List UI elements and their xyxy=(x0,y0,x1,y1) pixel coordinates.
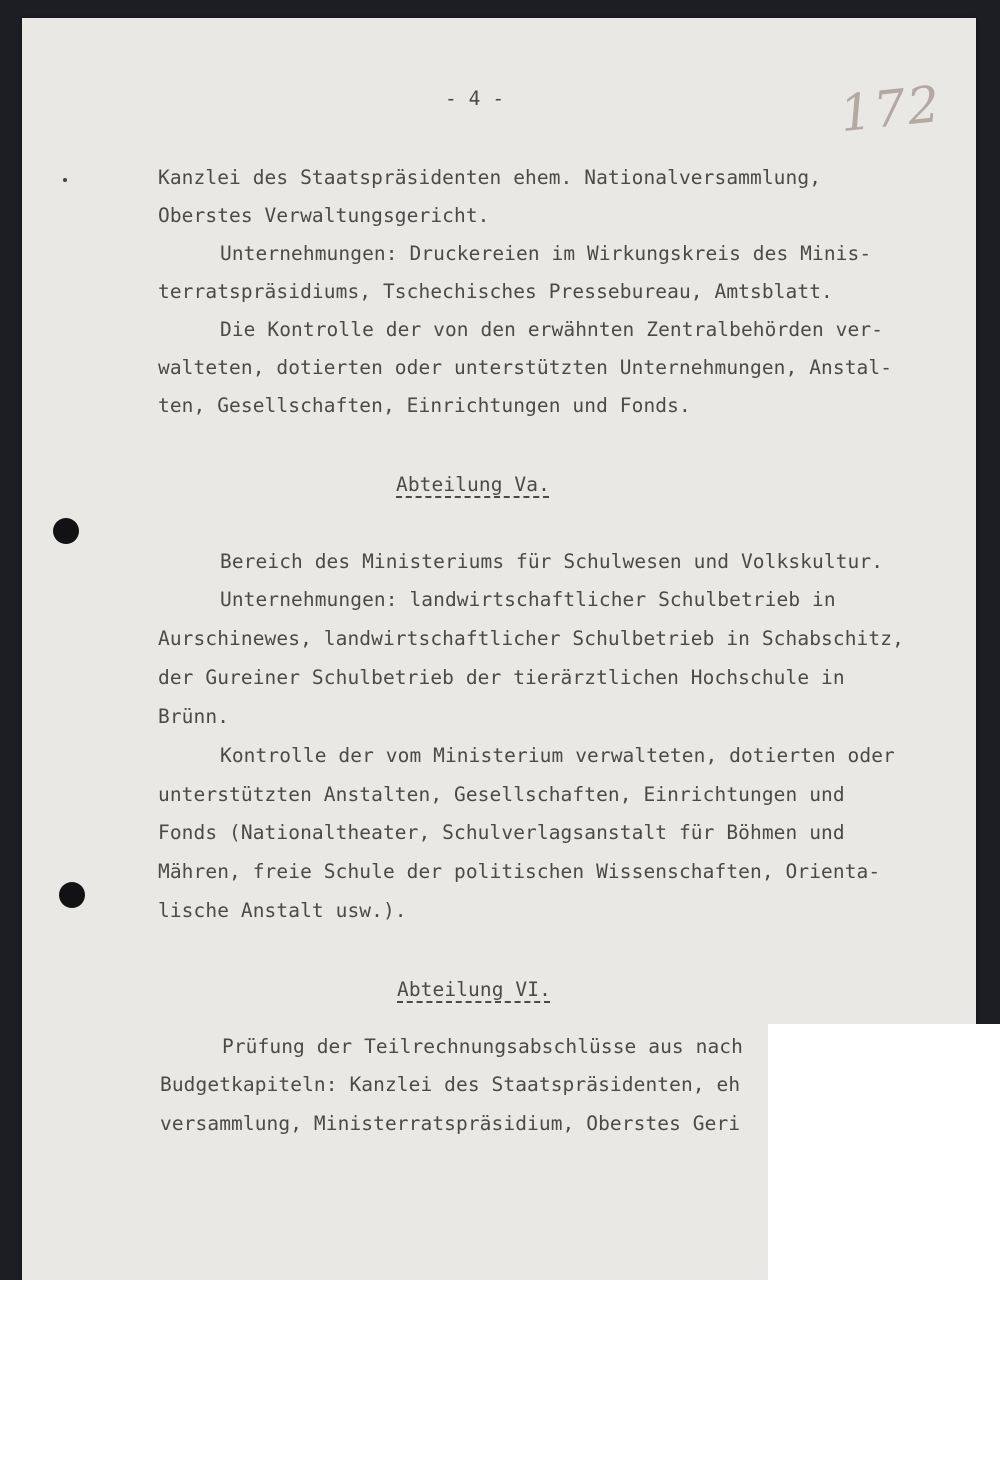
text-line: Unternehmungen: landwirtschaftlicher Schulbetrieb in xyxy=(220,588,836,611)
text-line: walteten, dotierten oder unterstützten Unternehmungen, Anstal- xyxy=(158,356,893,379)
text-line: der Gureiner Schulbetrieb der tierärztlichen Hochschule in xyxy=(158,666,845,689)
text-line: Bereich des Ministeriums für Schulwesen und Volkskultur. xyxy=(220,550,884,573)
punch-hole-top xyxy=(53,518,79,544)
text-line: Budgetkapiteln: Kanzlei des Staatspräsidenten, eh xyxy=(160,1073,741,1096)
text-line: Brünn. xyxy=(158,705,230,728)
blank-overlay xyxy=(768,1024,1000,1280)
section-heading-vi: Abteilung VI. xyxy=(397,978,551,1001)
section-heading-va: Abteilung Va. xyxy=(396,473,550,496)
text-line: ten, Gesellschaften, Einrichtungen und Fonds. xyxy=(158,394,691,417)
text-line: Mähren, freie Schule der politischen Wissenschaften, Orienta- xyxy=(158,860,881,883)
text-line: terratspräsidiums, Tschechisches Pressebureau, Amtsblatt. xyxy=(158,280,833,303)
text-line: versammlung, Ministerratspräsidium, Oberstes Geri xyxy=(160,1112,741,1135)
text-line: Fonds (Nationaltheater, Schulverlagsanstalt für Böhmen und xyxy=(158,821,845,844)
punch-hole-bottom xyxy=(59,882,85,908)
folio-number: 172 xyxy=(837,74,945,144)
page-number: - 4 - xyxy=(445,87,505,110)
text-line: Kontrolle der vom Ministerium verwalteten, dotierten oder xyxy=(220,744,895,767)
text-line: Die Kontrolle der von den erwähnten Zentralbehörden ver- xyxy=(220,318,884,341)
text-line: unterstützten Anstalten, Gesellschaften, Einrichtungen und xyxy=(158,783,845,806)
text-line: Oberstes Verwaltungsgericht. xyxy=(158,204,490,227)
text-line: Unternehmungen: Druckereien im Wirkungskreis des Minis- xyxy=(220,242,872,265)
paper-speck xyxy=(63,178,67,182)
text-line: lische Anstalt usw.). xyxy=(158,899,407,922)
text-line: Prüfung der Teilrechnungsabschlüsse aus nach xyxy=(222,1035,743,1058)
text-line: Kanzlei des Staatspräsidenten ehem. Nationalversammlung, xyxy=(158,166,822,189)
text-line: Aurschinewes, landwirtschaftlicher Schulbetrieb in Schabschitz, xyxy=(158,627,904,650)
